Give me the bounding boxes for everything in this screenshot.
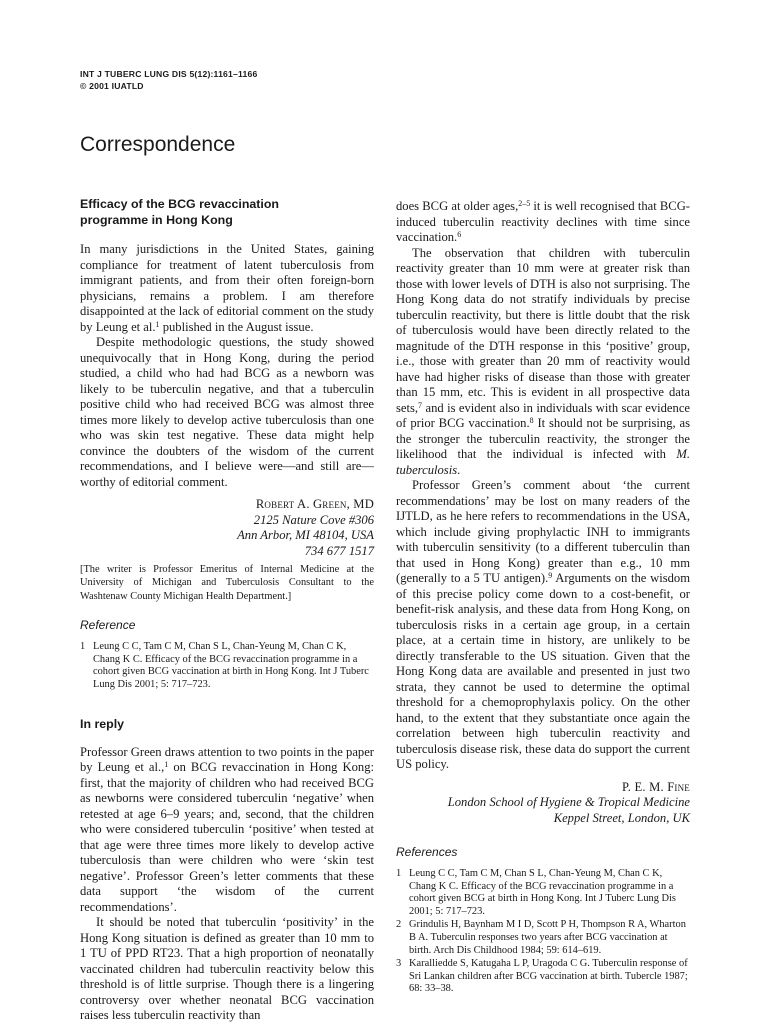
reply-p3-text-d: .	[457, 462, 461, 477]
reference-number: 3	[396, 958, 402, 970]
citation-sup: 1	[155, 319, 160, 329]
letter-reference-list	[80, 641, 374, 691]
reply-paragraph-4	[396, 478, 690, 773]
reply-signature	[396, 780, 690, 827]
letter-signature	[80, 497, 374, 559]
journal-header	[80, 68, 257, 92]
reply-author-address-1: London School of Hygiene & Tropical Medicine	[447, 795, 690, 809]
reply-p1-text-b: on BCG revaccination in Hong Kong: first, that the majority of children who had received BCG as newborns were considered tuberculin ‘negative’ when retested at age 6–9 years; and, second, that the children who were considered tuberculin ‘positive’ when tested at that age were three times more likely to develop active tuberculosis than were children who were ‘skin test negative’. Professor Green’s letter comments that these data support ‘the wisdom of the current recommendations’.	[80, 760, 374, 914]
reference-text: Karalliedde S, Katugaha L P, Uragoda C G. Tuberculin response of Sri Lankan children after BCG vaccination at birth. Tubercle 1987; 68: 33–38.	[409, 958, 688, 995]
citation-sup: 9	[548, 571, 553, 580]
reference-number: 1	[396, 868, 402, 879]
copyright-line: © 2001 IUATLD	[80, 81, 144, 91]
reply-title: In reply	[80, 716, 125, 731]
reference-item	[396, 919, 690, 957]
reply-p1-text-a: Professor Green draws attention to two points in the paper by Leung et al.,	[80, 744, 374, 775]
reply-p2-cont-text-a: does BCG at older ages,	[396, 199, 519, 213]
reference-item	[396, 958, 690, 996]
reply-author-address-2: Keppel Street, London, UK	[553, 810, 690, 825]
reference-text: Leung C C, Tam C M, Chan S L, Chan-Yeung M, Chan C K, Chang K C. Efficacy of the BCG revaccination programme in a cohort given BCG at birth in Hong Kong. Int J Tuberc Lung Dis 2001; 5: 717–723.	[409, 868, 676, 917]
letter-paragraph-1	[80, 242, 374, 335]
letter-p1-text-b: published in the August issue.	[159, 319, 314, 334]
citation-sup: 7	[418, 400, 423, 410]
reply-reference-heading: References	[396, 845, 458, 859]
reply-p4-text-a: Professor Green’s comment about ‘the current recommendations’ may be lost on many readers of the IJTLD, as he here refers to recommendations in the USA, which include giving prophylactic INH to immigrants with tuberculin sensitivity (to a different tuberculin than that used in Hong Kong) greater than e.g., 10 mm (generally to a 5 TU antigen).	[396, 478, 690, 585]
author-address-2: Ann Arbor, MI 48104, USA	[237, 528, 374, 542]
letter-paragraph-2: Despite methodologic questions, the study showed unequivocally that in Hong Kong, during the period studied, a child who had had BCG as a newborn was likely to be tuberculin negative, and that a tuberculin positive child who had received BCG was almost three times more likely to develop active tuberculosis than one who was skin test negative. These data might help convince the doubters of the wisdom of the current recommendations, and I believe were—and still are—worthy of editorial comment.	[80, 335, 374, 489]
author-note: [The writer is Professor Emeritus of Internal Medicine at the University of Michigan and Tuberculosis Consultant to the Washtenaw County Michigan Health Department.]	[80, 564, 374, 602]
section-title: Correspondence	[80, 133, 236, 156]
reference-number: 1	[80, 641, 86, 653]
author-phone: 734 677 1517	[304, 543, 374, 558]
reference-item	[396, 868, 690, 918]
letter-title-line2: programme in Hong Kong	[80, 213, 233, 227]
reference-item	[80, 641, 374, 691]
letter-reference-heading: Reference	[80, 618, 136, 633]
right-column	[396, 199, 690, 997]
reply-p4-text-b: Arguments on the wisdom of this precise policy come down to a cost-benefit, or benefit-risk analysis, and these data from Hong Kong, on tuberculosis risks in a certain age group, in a certain place, at a certain time in history, are unlikely to be directly transferable to the US situation. Given that the Hong Kong data are available and presented in just two strata, they cannot be used to determine the optimal threshold for a chemoprophylaxis policy. On the other hand, to the extent that they substantiate once again the correlation between high tuberculin reactivity and tuberculosis disease risk, these data do support the current US policy.	[396, 571, 690, 771]
reply-p3-text-a: The observation that children with tuberculin reactivity greater than 10 mm were at greater risk than those with lower levels of DTH is also not surprising. The Hong Kong data do not stratify individuals by precise tuberculin reactivity, but there is little doubt that the risk of tuberculosis would have been directly related to the magnitude of the DTH response in this ‘positive’ group, i.e., those with greater than 20 mm of reactivity would have had higher risks of disease than those with greater than 15 mm, etc. This is evident in all prospective data sets,	[396, 245, 690, 415]
journal-citation: INT J TUBERC LUNG DIS 5(12):1161–1166	[80, 69, 258, 79]
reference-number: 2	[396, 919, 402, 931]
reply-paragraph-3	[396, 246, 690, 479]
reply-p3-text-c: It should not be surprising, as the stronger the tuberculin reactivity, the stronger the likelihood that the individual is infected with	[396, 416, 690, 461]
reference-text: Grindulis H, Baynham M I D, Scott P H, Thompson R A, Wharton B A. Tuberculin responses two years after BCG vaccination at birth. Arch Dis Childhood 1984; 59: 614–619.	[409, 919, 686, 956]
reply-reference-list	[396, 868, 690, 996]
left-column	[80, 196, 374, 1024]
reply-paragraph-2: It should be noted that tuberculin ‘positivity’ in the Hong Kong situation is defined as greater than 10 mm to 1 TU of PPD RT23. That a high proportion of neonatally vaccinated children had tuberculin reactivity below this threshold is of little surprise. Though there is a lingering controversy over whether neonatal BCG vaccination raises less tuberculin reactivity than	[80, 915, 374, 1023]
reply-p2-cont-text-b: it is well recognised that BCG-induced tuberculin reactivity declines with time since vaccination.	[396, 199, 690, 244]
reply-paragraph-1	[80, 745, 374, 916]
citation-sup: 1	[164, 760, 169, 770]
reference-text: Leung C C, Tam C M, Chan S L, Chan-Yeung M, Chan C K, Chang K C. Efficacy of the BCG revaccination programme in a cohort given BCG vaccination at birth in Hong Kong. Int J Tuberc Lung Dis 2001; 5: 717–723.	[93, 641, 369, 690]
letter-title-line1: Efficacy of the BCG revaccination	[80, 197, 279, 211]
author-name: Robert A. Green, MD	[255, 497, 374, 511]
author-address-1: 2125 Nature Cove #306	[253, 512, 374, 527]
reply-paragraph-2-continued	[396, 199, 690, 246]
species-name: M. tuberculosis	[396, 447, 690, 477]
letter-p1-text-a: In many jurisdictions in the United States, gaining compliance for treatment of latent tuberculosis from immigrant patients, and from their often foreign-born physicians, remains a problem. I am therefore disappointed at the lack of editorial comment on the study by Leung et al.	[80, 242, 374, 334]
letter-title	[80, 196, 374, 228]
citation-sup: 6	[457, 230, 462, 239]
citation-sup: 2–5	[518, 199, 531, 208]
reply-p3-text-b: and is evident also in individuals with scar evidence of prior BCG vaccination.	[396, 400, 690, 430]
reply-author-name: P. E. M. Fine	[622, 779, 690, 794]
citation-sup: 8	[529, 416, 534, 425]
